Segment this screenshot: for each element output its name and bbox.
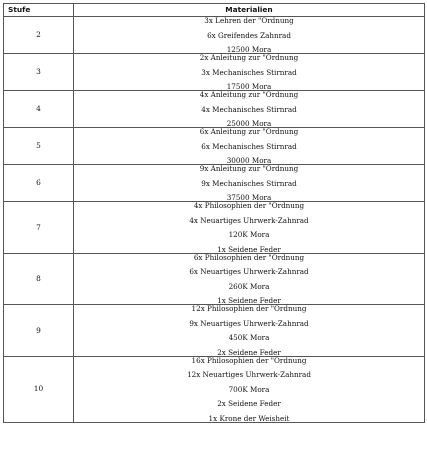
material-line: 3x Lehren der "Ordnung (204, 16, 294, 25)
material-line: 450K Mora (228, 333, 270, 342)
table-row (4, 165, 425, 202)
table-row (4, 253, 425, 305)
material-line: 260K Mora (228, 281, 270, 291)
material-line: 700K Mora (228, 384, 270, 394)
table-row (4, 17, 425, 54)
stufe-cell: 2 (4, 17, 74, 54)
table-row (4, 202, 425, 254)
stufe-cell: 7 (4, 202, 74, 254)
materials-cell (74, 253, 425, 305)
material-line: 12500 Mora (226, 45, 272, 54)
stufe-cell: 8 (4, 253, 74, 305)
table-row (4, 356, 425, 422)
table-row (4, 128, 425, 165)
material-line: 16x Philosophien der "Ordnung (191, 355, 307, 365)
material-line: 4x Mechanisches Stirnrad (201, 104, 297, 114)
material-line: 9x Neuartiges Uhrwerk-Zahnrad (189, 318, 309, 328)
material-line: 2x Anleitung zur "Ordnung (199, 53, 299, 62)
material-line: 12x Philosophien der "Ordnung (191, 304, 307, 313)
material-line: 12x Neuartiges Uhrwerk-Zahnrad (187, 370, 311, 379)
materials-cell (74, 356, 425, 422)
table-row (4, 54, 425, 91)
material-line: 6x Anleitung zur "Ordnung (199, 127, 299, 136)
stufe-cell: 10 (4, 356, 74, 422)
material-line: 4x Anleitung zur "Ordnung (199, 90, 299, 99)
material-line: 2x Seidene Feder (217, 399, 281, 408)
material-line: 17500 Mora (226, 82, 272, 91)
stufe-cell: 4 (4, 91, 74, 128)
materials-table (3, 3, 425, 423)
material-line: 3x Mechanisches Stirnrad (201, 67, 297, 77)
materials-cell (74, 165, 425, 202)
material-line: 2x Seidene Feder (217, 347, 281, 357)
material-line: 9x Mechanisches Stirnrad (201, 178, 297, 188)
material-line: 9x Anleitung zur "Ordnung (199, 164, 299, 173)
material-line: 30000 Mora (226, 156, 272, 165)
material-line: 4x Philosophien der "Ordnung (193, 201, 305, 210)
material-line: 6x Mechanisches Stirnrad (201, 141, 297, 151)
materials-cell (74, 54, 425, 91)
stufe-cell: 5 (4, 128, 74, 165)
header-materialien: Materialien (74, 4, 425, 17)
materials-cell (74, 17, 425, 54)
material-line: 120K Mora (228, 230, 270, 239)
material-line: 6x Philosophien der "Ordnung (193, 252, 305, 262)
material-line: 1x Seidene Feder (217, 296, 281, 305)
material-line: 37500 Mora (226, 193, 272, 202)
table-row (4, 305, 425, 357)
stufe-cell: 6 (4, 165, 74, 202)
stufe-cell: 9 (4, 305, 74, 357)
material-line: 6x Greifendes Zahnrad (207, 30, 291, 40)
header-stufe: Stufe (4, 4, 74, 17)
material-line: 25000 Mora (226, 119, 272, 128)
materials-cell (74, 305, 425, 357)
material-line: 1x Seidene Feder (217, 244, 281, 254)
material-line: 1x Krone der Weisheit (208, 413, 290, 423)
table-header-row (4, 4, 425, 17)
materials-cell (74, 128, 425, 165)
material-line: 6x Neuartiges Uhrwerk-Zahnrad (189, 267, 309, 276)
table-body (4, 17, 425, 423)
material-line: 4x Neuartiges Uhrwerk-Zahnrad (189, 215, 309, 225)
materials-cell (74, 91, 425, 128)
table-row (4, 91, 425, 128)
stufe-cell: 3 (4, 54, 74, 91)
materials-cell (74, 202, 425, 254)
